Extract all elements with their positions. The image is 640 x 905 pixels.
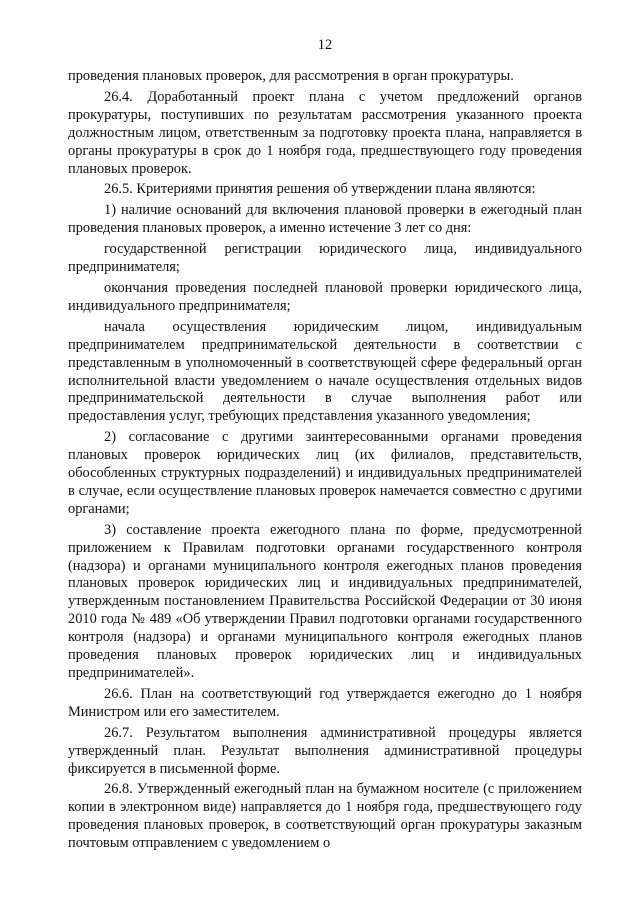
paragraph: 26.5. Критериями принятия решения об утверждении плана являются: <box>104 181 536 198</box>
paragraph: 26.6. План на соответствующий год утверждается ежегодно до 1 ноября Министром или его заместителем. <box>68 685 582 720</box>
paragraph: 2) согласование с другими заинтересованными органами проведения плановых проверок юридических лиц (их филиалов, представительств, обособленных структурных подразделений) и индивидуальных предпринимателей в случае, если осуществление плановых проверок намечается совместно с другими органами; <box>68 429 582 517</box>
paragraph: проведения плановых проверок, для рассмотрения в орган прокуратуры. <box>68 68 514 84</box>
document-body <box>68 68 582 853</box>
paragraph: окончания проведения последней плановой проверки юридического лица, индивидуального предпринимателя; <box>68 279 582 314</box>
document-page <box>68 36 582 853</box>
paragraph: государственной регистрации юридического лица, индивидуального предпринимателя; <box>68 241 582 276</box>
paragraph: 1) наличие оснований для включения плановой проверки в ежегодный план проведения плановых проверок, а именно истечение 3 лет со дня: <box>68 202 582 237</box>
paragraph: 3) составление проекта ежегодного плана по форме, предусмотренной приложением к Правилам подготовки органами государственного контроля (надзора) и органами муниципального контроля ежегодных планов проведения плановых проверок юридических лиц и индивидуальных предпринимателей, утвержденным постановлением Правительства Российской Федерации от 30 июня 2010 года № 489 «Об утверждении Правил подготовки органами государственного контроля (надзора) и органами муниципального контроля ежегодных планов проведения плановых проверок юридических лиц и индивидуальных предпринимателей». <box>68 521 582 681</box>
page-number: 12 <box>317 37 333 53</box>
paragraph: 26.4. Доработанный проект плана с учетом предложений органов прокуратуры, поступивших по результатам рассмотрения указанного проекта должностным лицом, ответственным за подготовку проекта плана, направляется в органы прокуратуры в срок до 1 ноября года, предшествующего году проведения плановых проверок. <box>68 88 582 177</box>
paragraph: 26.8. Утвержденный ежегодный план на бумажном носителе (с приложением копии в электронном виде) направляется до 1 ноября года, предшествующего году проведения плановых проверок, в соответствующий орган прокуратуры заказным почтовым отправлением с уведомлением о <box>68 781 582 852</box>
paragraph: 26.7. Результатом выполнения административной процедуры является утвержденный план. Результат выполнения административной процедуры фиксируется в письменной форме. <box>68 724 582 777</box>
paragraph: начала осуществления юридическим лицом, индивидуальным предпринимателем предпринимательской деятельности в соответствии с представленным в уполномоченный в соответствующей сфере федеральный орган исполнительной власти уведомлением о начале осуществления отдельных видов предпринимательской деятельности в случае выполнения работ или предоставления услуг, требующих представления указанного уведомления; <box>68 318 582 425</box>
